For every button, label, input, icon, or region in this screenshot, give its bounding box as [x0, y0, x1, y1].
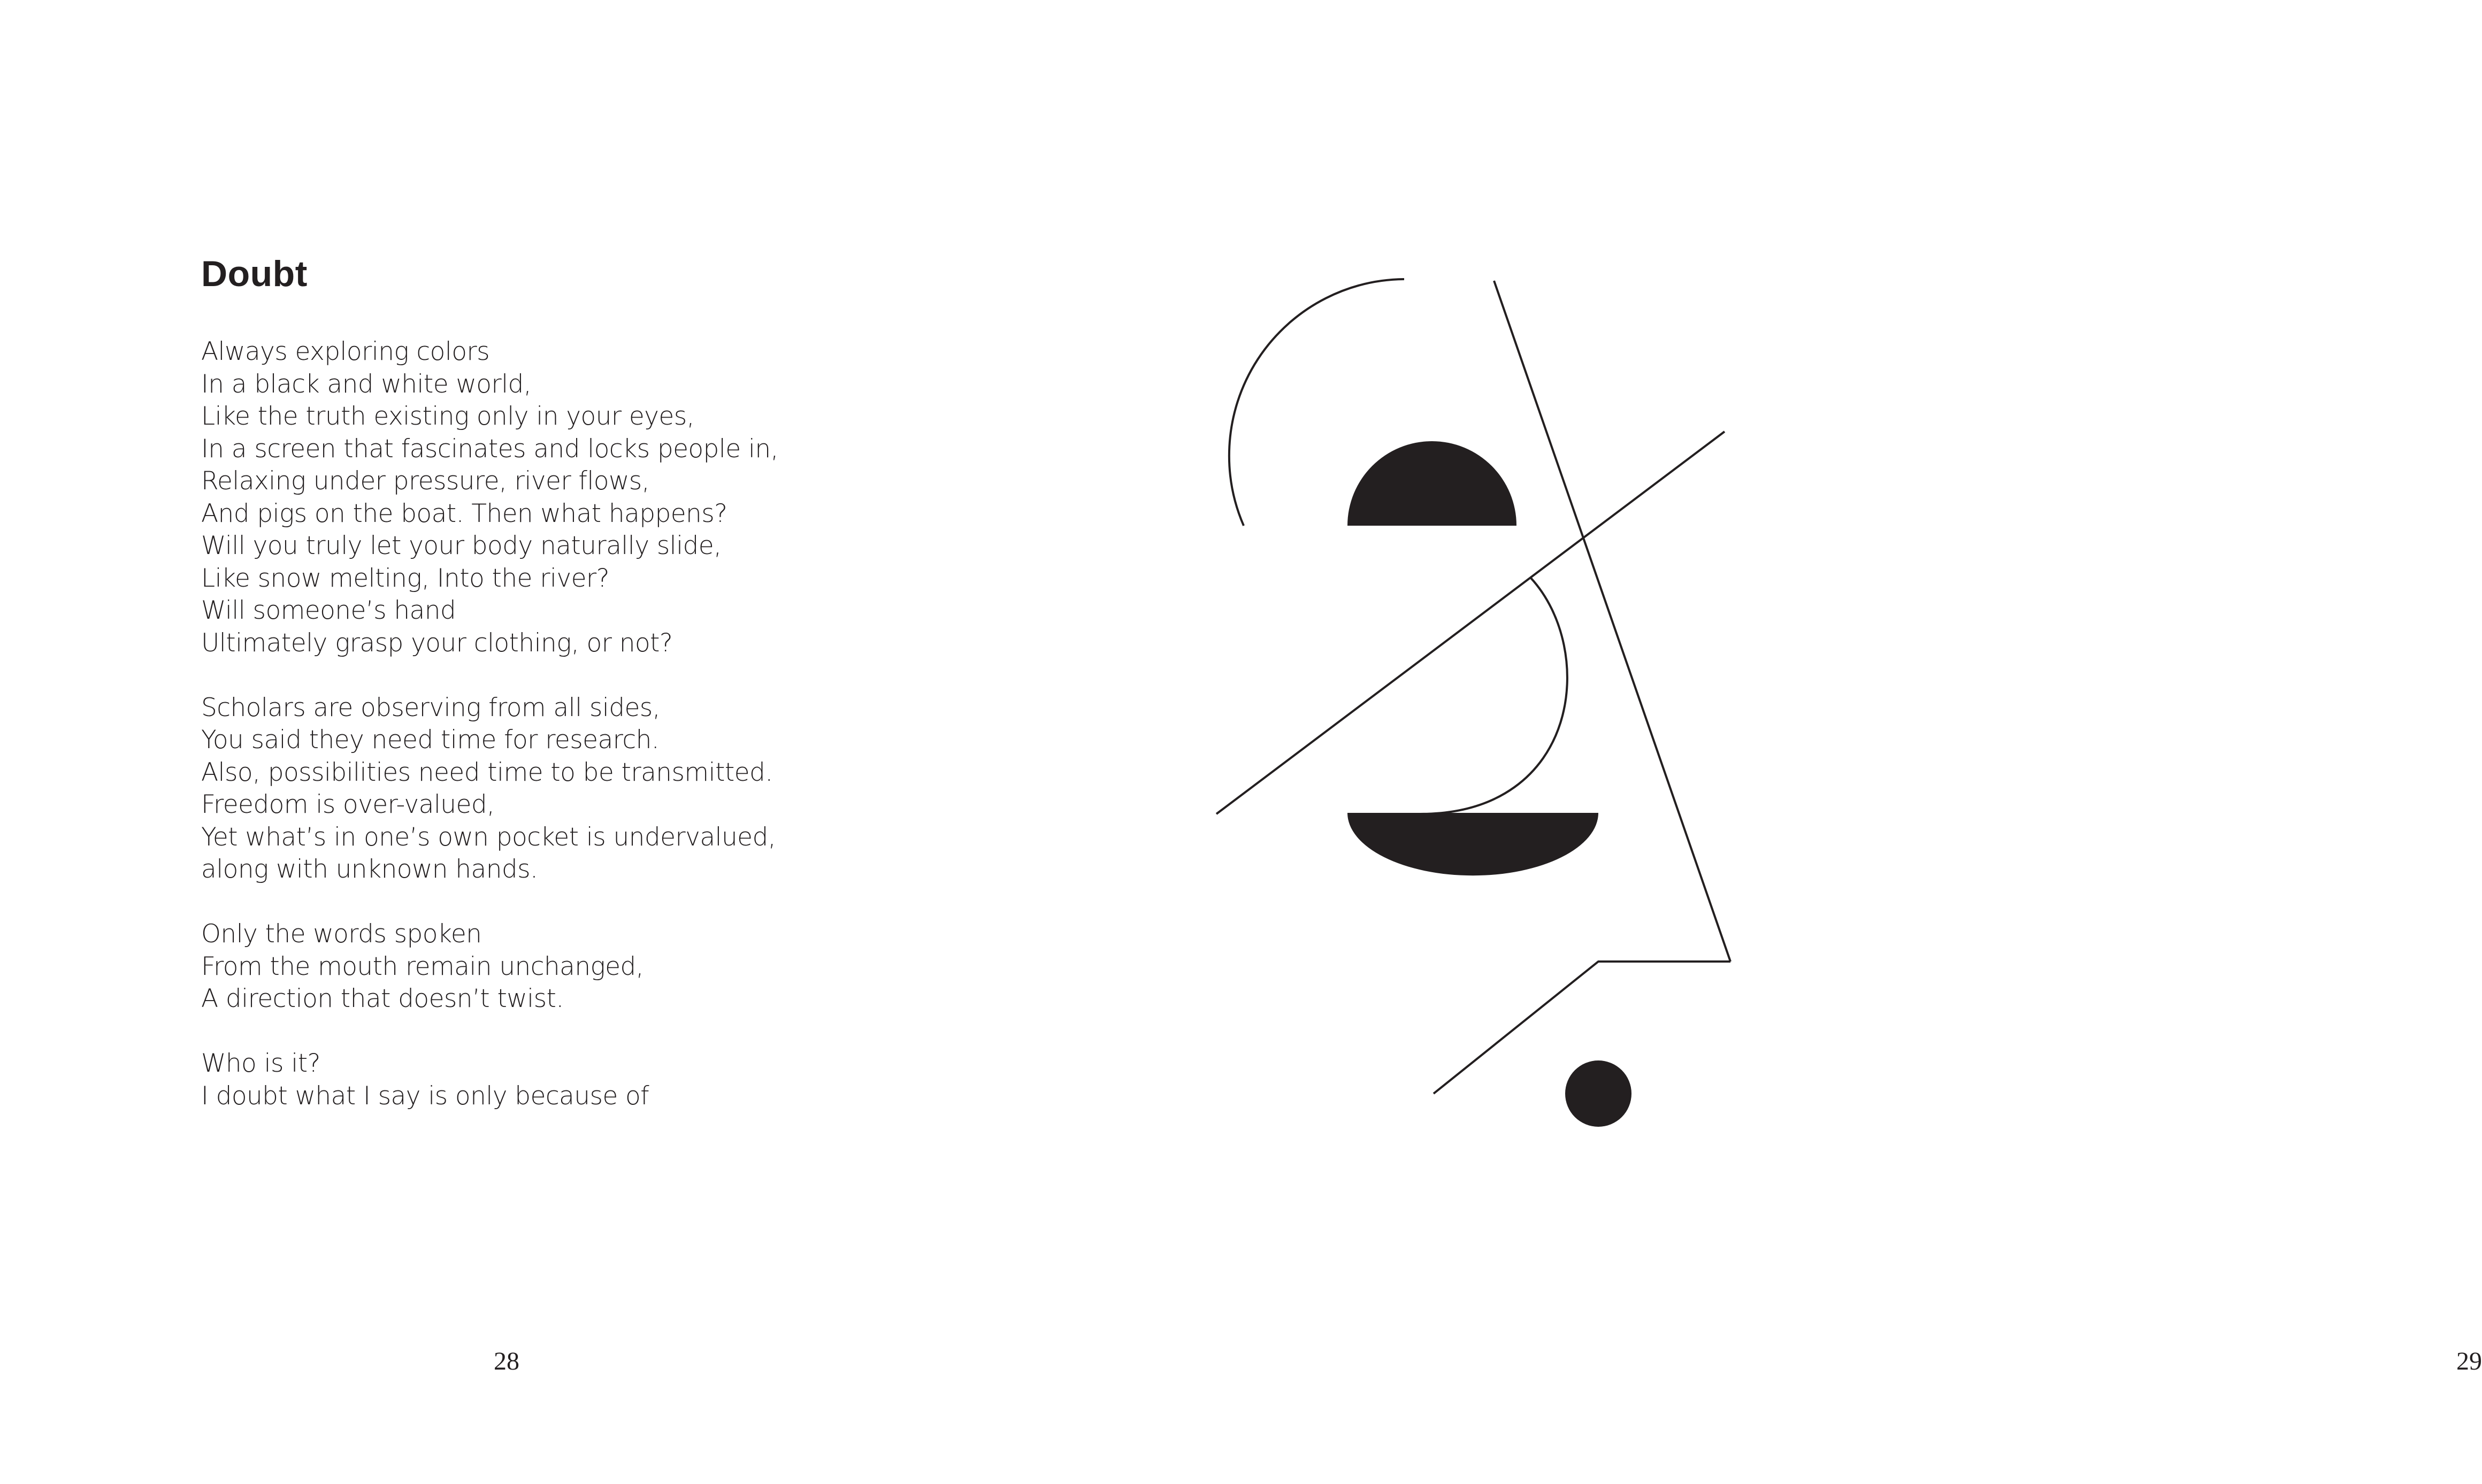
page-number-right: 29 [2456, 1347, 2482, 1375]
stanza-3 [201, 918, 778, 1016]
right-page [983, 0, 2482, 1484]
poem-line: Scholars are observing from all sides, [201, 693, 660, 722]
poem-line: Ultimately grasp your clothing, or not? [201, 628, 673, 658]
poem-line: From the mouth remain unchanged, [201, 951, 644, 981]
poem-body [201, 336, 778, 1112]
poem-line: Always exploring colors [201, 337, 489, 366]
poem-line: In a black and white world, [201, 369, 532, 399]
poem-line: Yet what’s in one’s own pocket is undervalued, [201, 822, 776, 852]
poem-line: A direction that doesn’t twist. [201, 984, 564, 1013]
page-number-left: 28 [494, 1347, 519, 1375]
poem-line: Relaxing under pressure, river flows, [201, 466, 650, 496]
stanza-4 [201, 1048, 778, 1112]
poem-line: Will you truly let your body naturally slide, [201, 531, 722, 560]
poem-line: You said they need time for research. [201, 725, 660, 755]
poem-line: Freedom is over-valued, [201, 790, 495, 819]
poem-line: I doubt what I say is only because of [201, 1081, 649, 1111]
poem-line: Like snow melting, Into the river? [201, 563, 609, 593]
poem-line: Like the truth existing only in your eyes, [201, 402, 694, 431]
stanza-1 [201, 336, 778, 659]
poem-line: Who is it? [201, 1049, 320, 1078]
poem-line: In a screen that fascinates and locks people in, [201, 434, 778, 464]
poem-line: Also, possibilities need time to be transmitted. [201, 757, 773, 787]
stanza-2 [201, 692, 778, 886]
poem-title: Doubt [201, 253, 308, 294]
poem-line: And pigs on the boat. Then what happens? [201, 498, 727, 528]
poem-line: Will someone’s hand [201, 596, 456, 625]
left-page [0, 0, 983, 1484]
poem-line: along with unknown hands. [201, 855, 538, 884]
poem-line: Only the words spoken [201, 919, 482, 949]
